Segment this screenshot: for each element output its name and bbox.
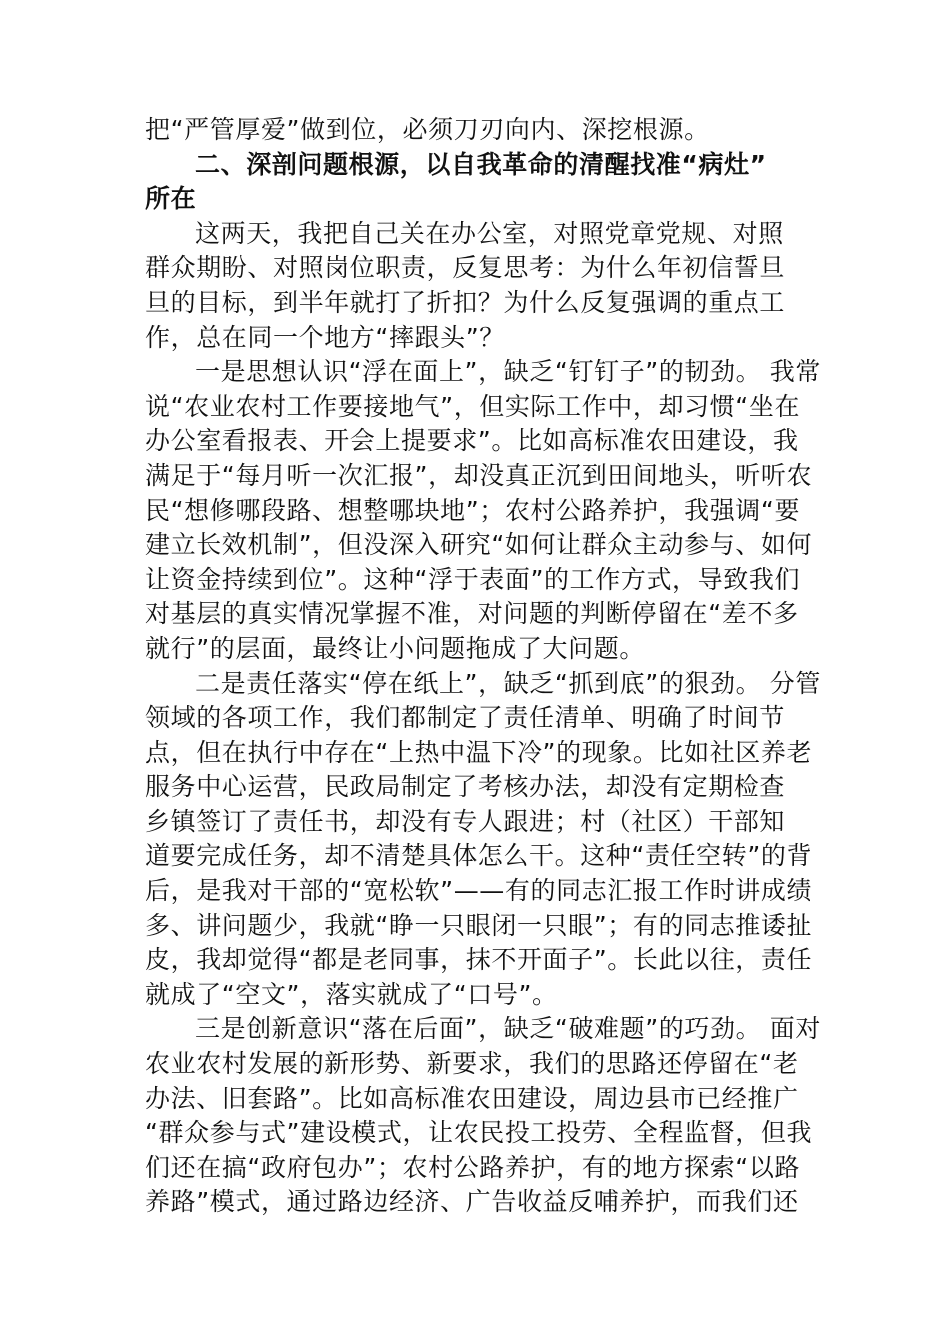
text-line: 作，总在同一个地方“摔跟头”？: [145, 322, 505, 352]
text-line: 乡镇签订了责任书，却没有专人跟进；村（社区）干部知: [145, 806, 786, 836]
text-line: 们还在搞“政府包办”；农村公路养护，有的地方探索“以路: [145, 1152, 801, 1182]
text-line: 服务中心运营，民政局制定了考核办法，却没有定期检查: [145, 772, 786, 802]
text-line: 就行”的层面，最终让小问题拖成了大问题。: [145, 633, 645, 663]
text-line: 办公室看报表、开会上提要求”。比如高标准农田建设，我: [145, 426, 799, 456]
paragraph-point-three: [145, 1012, 821, 1220]
paragraph-reflection: [145, 217, 810, 355]
text-line: 把“严管厚爱”做到位，必须刀刃向内、深挖根源。: [145, 115, 710, 144]
text-line: 说“农业农村工作要接地气”，但实际工作中，却习惯“坐在: [145, 391, 801, 421]
text-line: “群众参与式”建设模式，让农民投工投劳、全程监督，但我: [145, 1118, 813, 1148]
text-line: 群众期盼、对照岗位职责，反复思考：为什么年初信誓旦: [145, 253, 786, 283]
text-line: 建立长效机制”，但没深入研究“如何让群众主动参与、如何: [145, 530, 813, 560]
intro-paragraph-tail: [145, 113, 810, 148]
text-line: 旦的目标，到半年就打了折扣？为什么反复强调的重点工: [145, 287, 786, 317]
text-line: 农业农村发展的新形势、新要求，我们的思路还停留在“老: [145, 1049, 799, 1079]
text-line: 道要完成任务，却不清楚具体怎么干。这种“责任空转”的背: [145, 841, 813, 871]
text-line: 二是责任落实“停在纸上”，缺乏“抓到底”的狠劲。 分管: [195, 668, 821, 698]
text-line: 办法、旧套路”。比如高标准农田建设，周边县市已经推广: [145, 1083, 799, 1113]
heading-line: 所在: [145, 184, 197, 214]
text-line: 多、讲问题少，我就“睁一只眼闭一只眼”；有的同志推诿扯: [145, 910, 813, 940]
paragraph-point-one: [145, 355, 821, 666]
text-line: 皮，我却觉得“都是老同事，抹不开面子”。长此以往，责任: [145, 945, 813, 975]
document-body: [145, 113, 821, 1220]
section-heading: [145, 148, 810, 217]
text-line: 点，但在执行中存在“上热中温下冷”的现象。比如社区养老: [145, 737, 813, 767]
text-line: 让资金持续到位”。这种“浮于表面”的工作方式，导致我们: [145, 564, 801, 594]
text-line: 民“想修哪段路、想整哪块地”；农村公路养护，我强调“要: [145, 495, 801, 525]
heading-line: 二、深剖问题根源，以自我革命的清醒找准“病灶”: [195, 149, 767, 179]
text-line: 对基层的真实情况掌握不准，对问题的判断停留在“差不多: [145, 599, 799, 629]
text-line: 满足于“每月听一次汇报”，却没真正沉到田间地头，听听农: [145, 460, 813, 490]
text-line: 养路”模式，通过路边经济、广告收益反哺养护，而我们还: [145, 1187, 799, 1217]
paragraph-point-two: [145, 667, 821, 1013]
text-line: 后，是我对干部的“宽松软”——有的同志汇报工作时讲成绩: [145, 876, 813, 906]
text-line: 三是创新意识“落在后面”，缺乏“破难题”的巧劲。 面对: [195, 1014, 821, 1044]
text-line: 领域的各项工作，我们都制定了责任清单、明确了时间节: [145, 703, 786, 733]
text-line: 一是思想认识“浮在面上”，缺乏“钉钉子”的韧劲。 我常: [195, 357, 821, 387]
text-line: 就成了“空文”，落实就成了“口号”。: [145, 979, 558, 1009]
text-line: 这两天，我把自己关在办公室，对照党章党规、对照: [195, 218, 784, 248]
